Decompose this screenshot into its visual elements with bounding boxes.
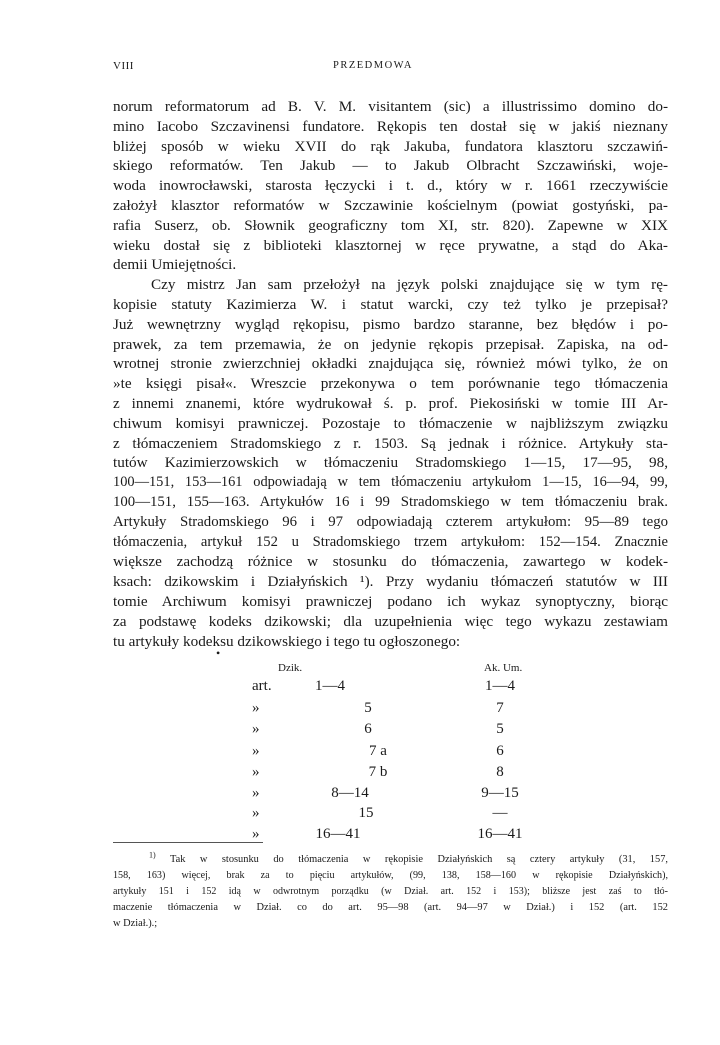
- akum-value: —: [492, 805, 508, 821]
- text-line: założył klasztor reformatów w Szczawinie kościelnym (powiat gostyński, pa-: [113, 196, 668, 214]
- page-number: VIII: [113, 60, 134, 72]
- row-label: »: [252, 805, 260, 821]
- text-line: ksach: dzikowskim i Działyńskich ¹). Przy wydaniu tłómaczeń statutów w III: [113, 573, 668, 591]
- text-line: za podstawę kodeks dzikowski; dla uzupełnienia więc tego wykazu zestawiam: [113, 612, 668, 630]
- text-line: tutów Kazimierzowskich w tłómaczeniu Stradomskiego 1—15, 17—95, 98,: [113, 454, 668, 472]
- dzik-value: 8—14: [331, 785, 369, 801]
- table-row: [240, 785, 560, 805]
- table-row: [240, 805, 560, 825]
- text-line: wrotnej stronie zwierzchniej okładki znajdująca się, również mówi tylko, że on: [113, 355, 668, 373]
- dzik-value: 16—41: [315, 826, 361, 842]
- table-row: [240, 743, 560, 763]
- dzik-value: 15: [358, 805, 374, 821]
- text-line: rafia Suserz, ob. Słownik geograficzny tom XI, str. 820). Zapewne w XIX: [113, 216, 668, 234]
- text-line: 100—151, 155—163. Artykułów 16 i 99 Stradomskiego w tem tłómaczeniu brak.: [113, 493, 668, 510]
- akum-value: 9—15: [481, 785, 519, 801]
- row-label: art.: [252, 678, 272, 694]
- footnote-marker: 1): [149, 850, 156, 860]
- dzik-value: 1—4: [315, 678, 345, 694]
- text-line: z tłómaczeniem Stradomskiego z r. 1503. Są jednak i różnice. Artykuły sta-: [113, 434, 668, 452]
- akum-value: 8: [496, 764, 504, 780]
- text-line: mino Iacobo Szczavinensi fundatore. Rękopis ten dostał się w jakiś nieznany: [113, 117, 668, 135]
- row-label: »: [252, 721, 260, 737]
- table-row: [240, 721, 560, 741]
- text-line: większe zachodzą różnice w stosunku do tłómaczenia, zawartego w kodek-: [113, 553, 668, 571]
- table-row: [240, 826, 560, 846]
- row-label: »: [252, 764, 260, 780]
- akum-value: 1—4: [485, 678, 515, 694]
- running-head: PRZEDMOWA: [332, 60, 413, 71]
- row-label: »: [252, 700, 260, 716]
- row-label: »: [252, 826, 260, 842]
- footnote-line: [113, 852, 668, 868]
- table-row: [240, 678, 560, 698]
- footnote: [113, 852, 668, 932]
- footnote-line: w Dział.).;: [113, 918, 158, 929]
- text-line: wieku dostał się z biblioteki klasztornej w ręce prywatne, a stąd do Aka-: [113, 236, 668, 254]
- text-line: 100—151, 153—161 odpowiadają w tem tłómaczeniu artykułom 1—15, 16—94, 99,: [113, 474, 668, 491]
- text-line: bliżej sposób w wieku XVII do rąk Jakuba, fundatora klasztoru szczawiń-: [113, 137, 668, 155]
- text-line: Już wewnętrzny wygląd rękopisu, pismo bardzo staranne, bez błędów i po-: [113, 315, 668, 333]
- page-header: [113, 60, 633, 80]
- text-line: tu artykuły kodeksu dzikowskiego i tego tu ogłoszonego:: [113, 632, 461, 650]
- column-header-akum: Ak. Um.: [484, 662, 523, 674]
- paragraph-2: [113, 275, 668, 651]
- body-text: [113, 97, 668, 651]
- dzik-value: 6: [364, 721, 372, 737]
- akum-value: 5: [496, 721, 504, 737]
- akum-value: 6: [496, 743, 504, 759]
- text-line: »te księgi pisał«. Wreszcie przekonywa o tem porównanie tego tłómaczenia: [113, 375, 668, 393]
- dzik-value: 7 a: [369, 743, 387, 759]
- row-label: »: [252, 743, 260, 759]
- akum-value: 7: [496, 700, 504, 716]
- akum-value: 16—41: [477, 826, 523, 842]
- text-line: prawek, za tem przemawia, że on jedynie rękopis przepisał. Zapiska, na od-: [113, 335, 668, 353]
- column-header-dzik: Dzik.: [278, 662, 303, 674]
- footnote-divider: [113, 842, 263, 843]
- footnote-line: maczenie tłómaczenia w Dział. co do art. 95—98 (art. 94—97 w Dział.) i 152 (art. 152: [113, 902, 668, 913]
- text-line: skiego reformatów. Ten Jakub — to Jakub Olbracht Szczawiński, woje-: [113, 157, 668, 175]
- text-line: norum reformatorum ad B. V. M. visitantem (sic) a illustrissimo domino do-: [113, 98, 668, 115]
- text-line: woda inowrocławski, starosta łęczycki i t. d., który w r. 1661 rzeczywiście: [113, 177, 668, 195]
- text-line: kopisie statuty Kazimierza W. i statut warcki, czy też tylko je przepisał?: [113, 295, 668, 313]
- footnote-line: 158, 163) więcej, brak za to pięciu artykułów, (99, 138, 158—160 w rękopisie Działyńskich),: [113, 870, 668, 881]
- footnote-text: Tak w stosunku do tłómaczenia w rękopisie Działyńskich są cztery artykuły (31, 157,: [169, 854, 668, 865]
- text-line: demii Umiejętności.: [113, 256, 237, 274]
- table-row: [240, 700, 560, 720]
- dzik-value: 5: [364, 700, 372, 716]
- dzik-value: 7 b: [368, 764, 388, 780]
- stray-mark: •: [216, 646, 221, 660]
- text-line: tłómaczenia, artykuł 152 u Stradomskiego trzem artykułom: 152—154. Znacznie: [113, 533, 668, 550]
- text-line: chiwum komisyi prawniczej. Pozostaje to tłómaczenie w najbliższym związku: [113, 414, 668, 432]
- paragraph-1: [113, 97, 668, 275]
- row-label: »: [252, 785, 260, 801]
- text-line: Czy mistrz Jan sam przełożył na język polski znajdujące się w tym rę-: [151, 276, 668, 294]
- table-row: [240, 764, 560, 784]
- text-line: z innemi znanemi, które wydrukował ś. p. prof. Piekosiński w tomie III Ar-: [113, 394, 668, 412]
- footnote-line: artykuły 151 i 152 idą w odwrotnym porządku (w Dział. art. 152 i 153); bliższe jest zaś to tłó-: [113, 886, 668, 897]
- text-line: tomie Archiwum komisyi prawniczej podano ich wykaz synoptyczny, biorąc: [113, 592, 668, 610]
- text-line: Artykuły Stradomskiego 96 i 97 odpowiadają czterem artykułom: 95—89 tego: [113, 513, 668, 530]
